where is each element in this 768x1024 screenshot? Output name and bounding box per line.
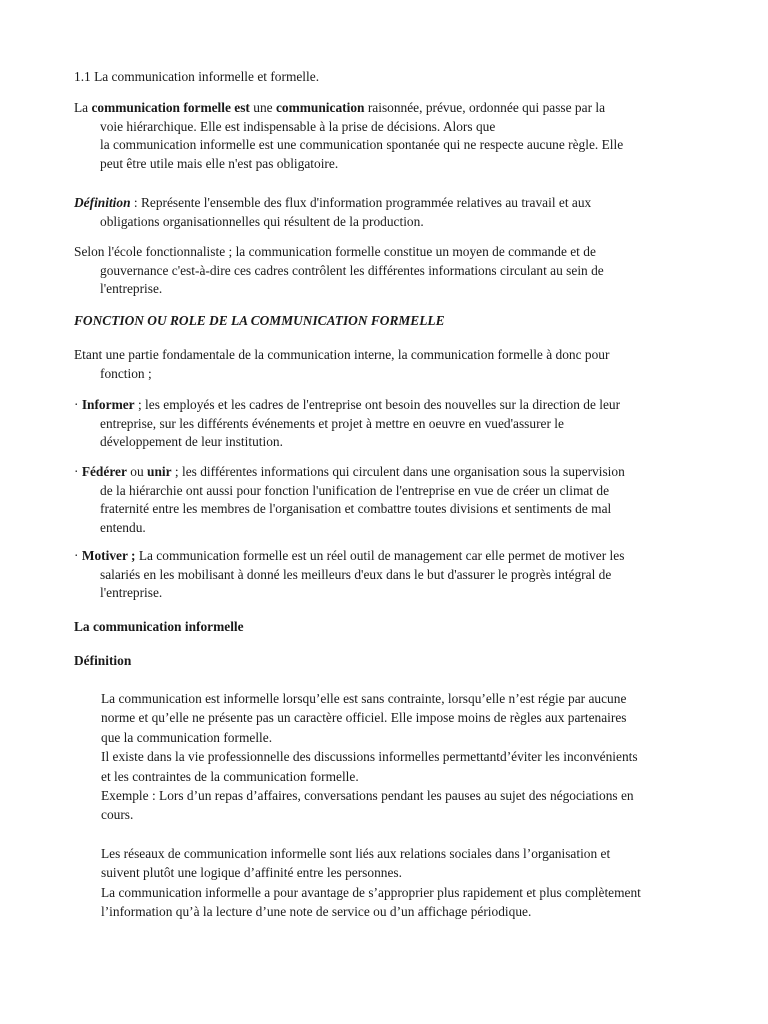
- motiver-term: Motiver ;: [81, 548, 136, 563]
- informelle-line-7: cours.: [101, 807, 134, 823]
- intro-bold-term: communication: [275, 100, 365, 115]
- intro-bold-term: communication formelle est: [91, 100, 250, 115]
- reseaux-line-4: l’information qu’à la lecture d’une note de service ou d’un affichage périodique.: [101, 904, 532, 920]
- informelle-line-5: et les contraintes de la communication formelle.: [101, 768, 359, 784]
- reseaux-paragraph: [101, 844, 641, 922]
- informelle-line-4: Il existe dans la vie professionnelle des discussions informelles permettantd’éviter les inconvénients: [101, 749, 638, 765]
- intro-text: raisonnée, prévue, ordonnée qui passe par la: [364, 100, 606, 115]
- informer-term: Informer: [81, 397, 135, 412]
- intro-line-2: voie hiérarchique. Elle est indispensable à la prise de décisions. Alors que: [100, 118, 496, 134]
- fonction-title-text: FONCTION OU ROLE DE LA COMMUNICATION FORMELLE: [74, 313, 445, 328]
- federer-item: [74, 463, 625, 537]
- reseaux-line-2: suivent plutôt une logique d’affinité entre les personnes.: [101, 865, 402, 881]
- reseaux-line-1: Les réseaux de communication informelle sont liés aux relations sociales dans l’organisation et: [101, 846, 611, 861]
- informer-item: [74, 396, 620, 452]
- intro-line-1: [74, 99, 623, 118]
- federer-line-1: [74, 463, 625, 482]
- informelle-line-2: norme et qu’elle ne présente pas un caractère officiel. Elle impose moins de règles aux partenaires: [101, 710, 627, 726]
- intro-text: La: [74, 100, 92, 115]
- federer-line-4: entendu.: [100, 519, 146, 535]
- federer-line-3: fraternité entre les membres de l'organisation et combattre toutes divisions et sentiments de mal: [100, 501, 612, 516]
- ecole-line-2: gouvernance c'est-à-dire ces cadres contrôlent les différentes informations circulant au sein de: [100, 262, 604, 278]
- fonction-title: [74, 312, 445, 331]
- motiver-item: [74, 547, 624, 603]
- definition2-title: [74, 652, 131, 671]
- definition-line-2: obligations organisationnelles qui résultent de la production.: [100, 213, 424, 229]
- intro-line-4: peut être utile mais elle n'est pas obligatoire.: [100, 155, 339, 171]
- informer-text: ; les employés et les cadres de l'entreprise ont besoin des nouvelles sur la direction de leur: [134, 397, 621, 412]
- ecole-paragraph: [74, 243, 604, 299]
- federer-term: Fédérer: [81, 464, 127, 479]
- intro-paragraph: [74, 99, 623, 173]
- definition2-title-text: Définition: [74, 653, 132, 668]
- etant-paragraph: [74, 346, 609, 383]
- ecole-line-1: Selon l'école fonctionnaliste ; la communication formelle constitue un moyen de commande et de: [74, 244, 596, 259]
- intro-text: une: [249, 100, 276, 115]
- definition-label: Définition: [74, 195, 131, 210]
- bullet-mark: ·: [74, 464, 82, 479]
- federer-text: ; les différentes informations qui circulent dans une organisation sous la supervision: [171, 464, 625, 479]
- informelle-title: [74, 618, 244, 637]
- informelle-line-1: La communication est informelle lorsqu’elle est sans contrainte, lorsqu’elle n’est régie par aucune: [101, 691, 627, 706]
- motiver-line-3: l'entreprise.: [100, 585, 163, 600]
- informelle-line-3: que la communication formelle.: [101, 729, 273, 745]
- bullet-mark: ·: [74, 397, 82, 412]
- etant-line-2: fonction ;: [100, 365, 152, 381]
- informelle-body: [101, 689, 638, 825]
- informelle-title-text: La communication informelle: [74, 619, 244, 634]
- informelle-line-6: Exemple : Lors d’un repas d’affaires, conversations pendant les pauses au sujet des négociations en: [101, 788, 634, 804]
- intro-line-3: la communication informelle est une communication spontanée qui ne respecte aucune règle. Elle: [100, 137, 624, 152]
- informer-line-2: entreprise, sur les différents événements et projet à mettre en oeuvre en vued'assurer le: [100, 415, 564, 431]
- motiver-text: La communication formelle est un réel outil de management car elle permet de motiver les: [135, 548, 625, 563]
- unir-term: unir: [147, 464, 172, 479]
- reseaux-line-3: La communication informelle a pour avantage de s’approprier plus rapidement et plus complètement: [101, 884, 641, 900]
- heading-text: 1.1 La communication informelle et formelle.: [74, 69, 320, 84]
- motiver-line-2: salariés en les mobilisant à donné les meilleurs d'eux dans le but d'assurer le progrès intégral de: [100, 566, 612, 582]
- federer-text: ou: [126, 464, 148, 479]
- federer-line-2: de la hiérarchie ont aussi pour fonction l'unification de l'entreprise en vue de créer un climat de: [100, 482, 610, 498]
- etant-line-1: Etant une partie fondamentale de la communication interne, la communication formelle à donc pour: [74, 347, 610, 362]
- bullet-mark: ·: [74, 548, 82, 563]
- definition-text: : Représente l'ensemble des flux d'information programmée relatives au travail et aux: [130, 195, 592, 210]
- motiver-line-1: [74, 547, 624, 566]
- section-heading: [74, 68, 319, 87]
- definition-paragraph: [74, 194, 591, 231]
- informer-line-1: [74, 396, 620, 415]
- definition-line-1: [74, 194, 591, 213]
- informer-line-3: développement de leur institution.: [100, 434, 283, 449]
- ecole-line-3: l'entreprise.: [100, 281, 163, 296]
